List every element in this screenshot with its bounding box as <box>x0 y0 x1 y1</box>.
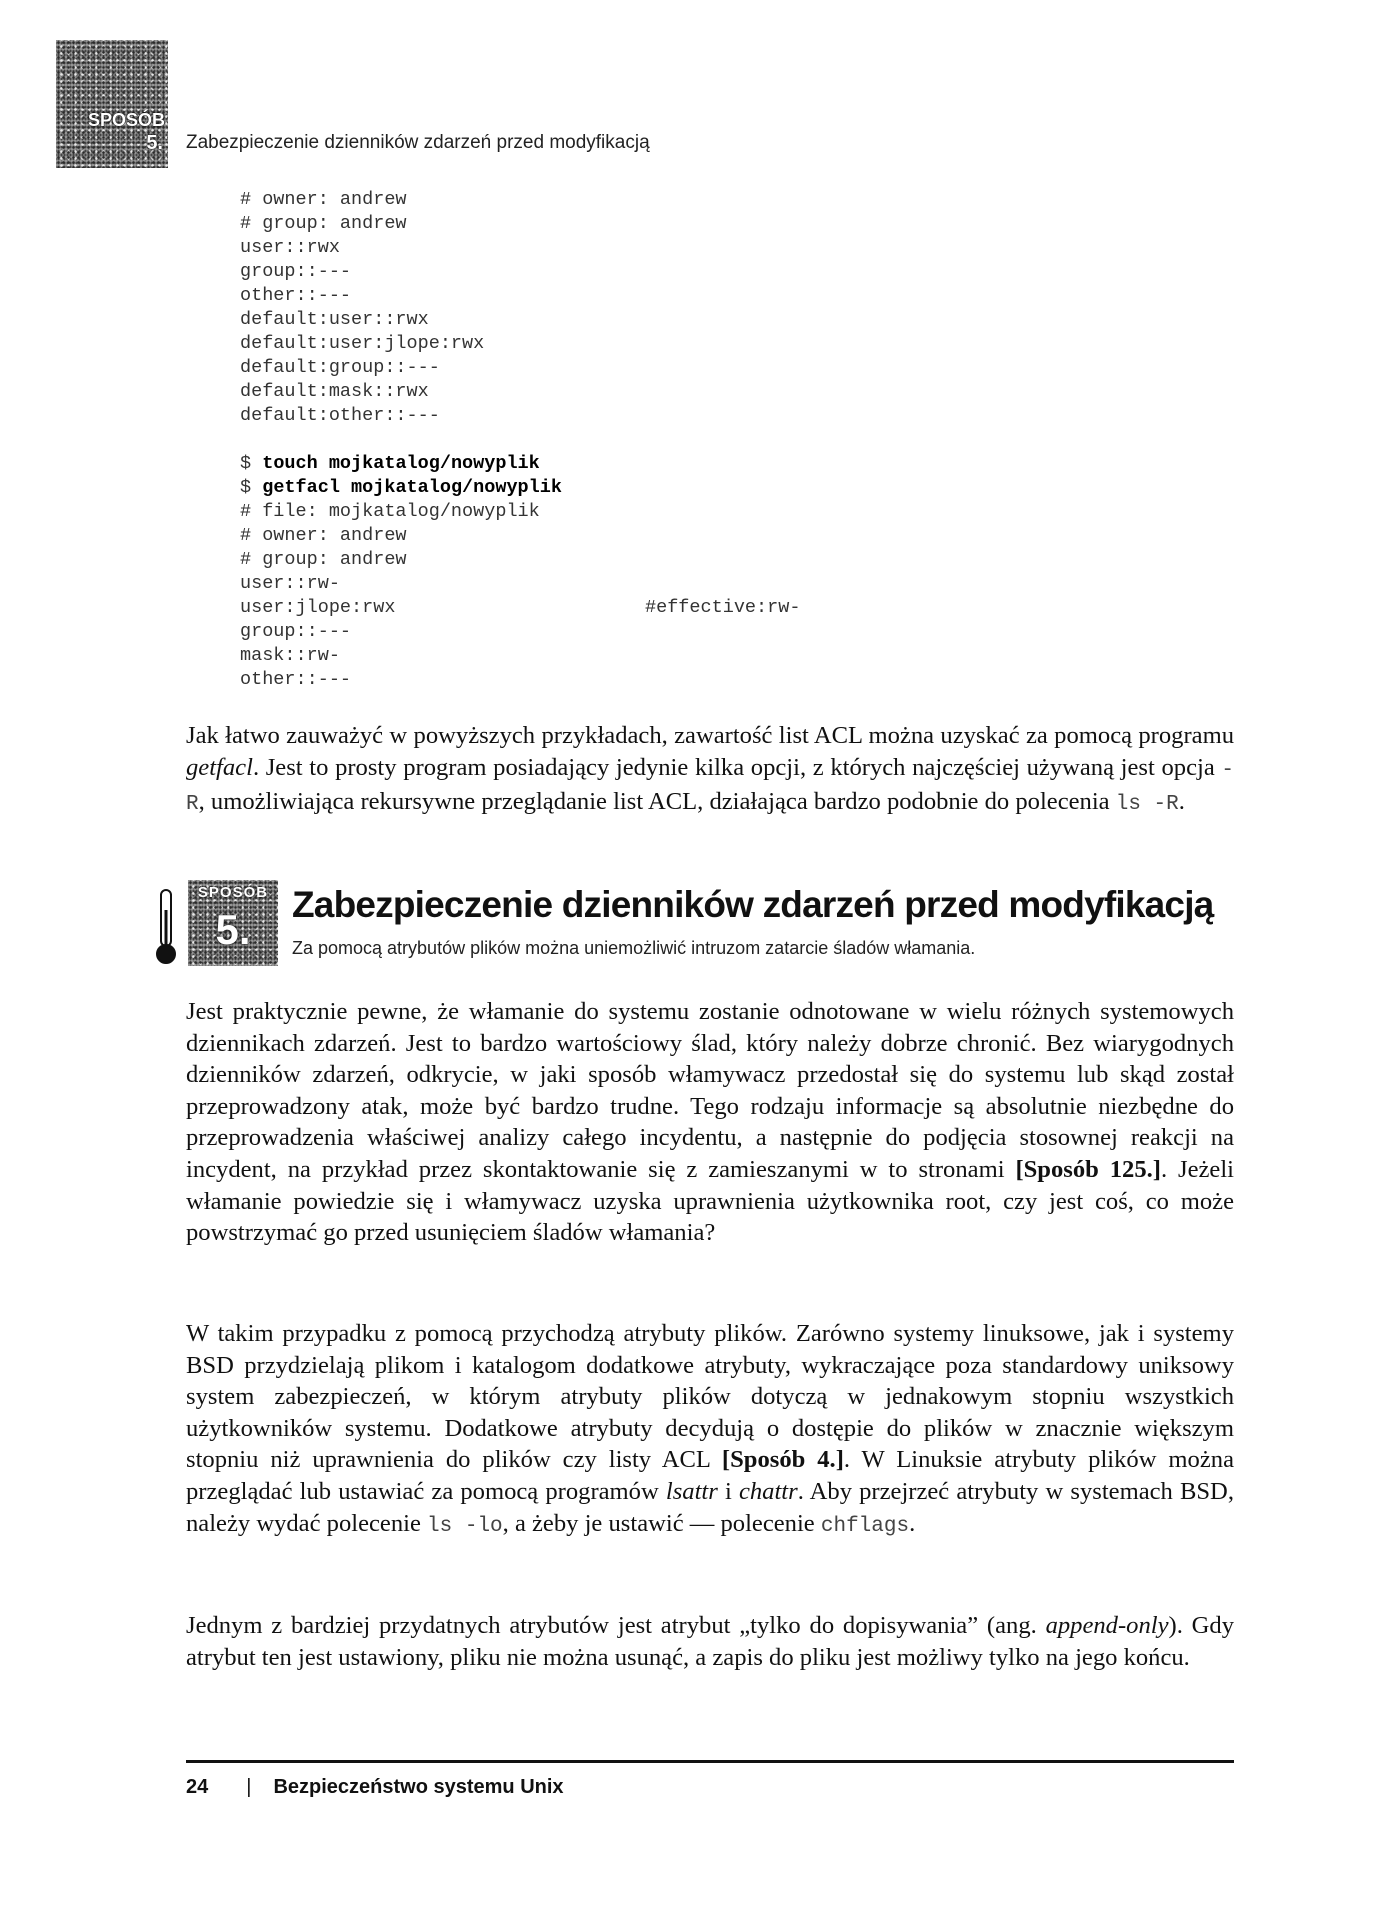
text-run: ). Gdy atrybut ten jest ustawiony, pliku nie można usunąć, a zapis do pliku jest możliwy tylko na jego końcu. <box>186 1612 1235 1671</box>
section-title: Zabezpieczenie dzienników zdarzeń przed modyfikacją <box>292 884 1214 925</box>
command-touch: touch mojkatalog/nowyplik <box>262 453 540 474</box>
page-number: 24 <box>186 1776 209 1798</box>
thermometer-icon <box>150 888 182 966</box>
command-code: ls -R <box>1115 793 1179 817</box>
header-badge-label: SPOSÓB <box>87 110 165 130</box>
footer-separator: | <box>246 1776 252 1798</box>
prompt: $ <box>240 477 263 498</box>
section-badge-number: 5. <box>215 906 251 953</box>
paragraph-attributes <box>186 1318 1234 1542</box>
code-line: group::--- <box>240 621 352 642</box>
text-run: W takim przypadku z pomocą przychodzą atrybuty plików. Zarówno systemy linuksowe, jak i systemy BSD przydzielają plikom i katalogom dodatkowe atrybuty, wykraczające poza standardowy uniksowy system zabezpieczeń, w którym atrybuty plików dotyczą w jednakowym stopniu wszystkich użytkowników systemu. Dodatkowe atrybuty decydują o dostępie do plików w znacznie większym stopniu niż uprawnienia do plików czy listy ACL <box>186 1320 1234 1474</box>
section-subtitle: Za pomocą atrybutów plików można uniemożliwić intruzom zatarcie śladów włamania. <box>292 938 976 958</box>
text-run: Jak łatwo zauważyć w powyższych przykładach, zawartość list ACL można uzyskać za pomocą programu <box>186 722 1234 749</box>
code-line-touch <box>240 452 1240 476</box>
code-line: default:mask::rwx <box>240 381 429 402</box>
text-run: Jest praktycznie pewne, że włamanie do systemu zostanie odnotowane w wielu różnych systemowych dziennikach zdarzeń. Jest to bardzo wartościowy ślad, który należy dobrze chronić. Bez wiarygodnych dzienników zdarzeń, odkrycie, w jaki sposób włamywacz przedostał się do systemu lub skąd został przeprowadzony atak, może być bardzo trudne. Tego rodzaju informacje są absolutnie niezbędne do przeprowadzenia właściwej analizy całego incydentu, a następnie do podjęcia stosownej reakcji na incydent, na przykład przez skontaktowanie się z zamieszanymi w to stronami <box>186 998 1234 1183</box>
command-code: ls -lo <box>427 1514 503 1538</box>
header-badge-number: 5. <box>146 132 163 154</box>
acl-entry: user:jlope:rwx <box>240 597 396 618</box>
program-name: chattr <box>738 1477 798 1505</box>
text-run: i <box>717 1477 739 1505</box>
code-listing <box>240 188 1240 692</box>
page-footer <box>186 1776 564 1799</box>
code-blank-line <box>240 428 1240 452</box>
text-run: . Jest to prosty program posiadający jedynie kilka opcji, z których najczęściej używaną jest opcja <box>252 753 1222 781</box>
section-badge-label: SPOSÓB <box>197 884 269 901</box>
code-line: # owner: andrew <box>240 189 407 210</box>
code-line: user::rw- <box>240 573 340 594</box>
effective-comment: #effective:rw- <box>645 597 801 618</box>
book-title: Bezpieczeństwo systemu Unix <box>273 1776 564 1798</box>
code-line: # file: mojkatalog/nowyplik <box>240 501 540 522</box>
option-code: -R <box>186 758 1234 817</box>
code-line: other::--- <box>240 285 352 306</box>
program-name: lsattr <box>665 1477 718 1505</box>
code-line: other::--- <box>240 669 352 690</box>
code-line: default:user::rwx <box>240 309 429 330</box>
code-line: group::--- <box>240 261 352 282</box>
code-line: mask::rw- <box>240 645 340 666</box>
code-line: default:user:jlope:rwx <box>240 333 485 354</box>
program-name: getfacl <box>186 753 253 781</box>
cross-reference: [Sposób 125.] <box>1015 1155 1161 1183</box>
text-run: . W Linuksie atrybuty plików można przeglądać lub ustawiać za pomocą programów <box>186 1446 1234 1505</box>
text-run: , a żeby je ustawić — polecenie <box>502 1509 821 1537</box>
text-run: . <box>1178 788 1185 816</box>
code-line: # group: andrew <box>240 213 407 234</box>
prompt: $ <box>240 453 263 474</box>
header-badge <box>56 40 168 168</box>
text-run: . Aby przejrzeć atrybuty w systemach BSD, należy wydać polecenie <box>186 1477 1234 1537</box>
code-line: # owner: andrew <box>240 525 407 546</box>
text-run: Jednym z bardziej przydatnych atrybutów jest atrybut „tylko do dopisywania” (ang. <box>186 1612 1046 1639</box>
section-badge <box>188 880 278 966</box>
term: append-only <box>1045 1612 1169 1639</box>
paragraph-append-only <box>186 1610 1234 1673</box>
command-getfacl: getfacl mojkatalog/nowyplik <box>262 477 562 498</box>
text-run: . Jeżeli włamanie powiedzie się i włamywacz uzyska uprawnienia użytkownika root, czy jest coś, co może powstrzymać go przed usunięciem śladów włamania? <box>186 1155 1234 1247</box>
code-line: user::rwx <box>240 237 340 258</box>
text-run: , umożliwiająca rekursywne przeglądanie list ACL, działająca bardzo podobnie do polecenia <box>198 788 1116 816</box>
code-line: default:group::--- <box>240 357 440 378</box>
paragraph-getfacl <box>186 720 1234 821</box>
command-code: chflags <box>820 1514 910 1538</box>
code-line: default:other::--- <box>240 405 440 426</box>
paragraph-logs <box>186 996 1234 1249</box>
running-title: Zabezpieczenie dzienników zdarzeń przed modyfikacją <box>186 132 650 153</box>
code-line-getfacl <box>240 476 1240 500</box>
text-run: . <box>909 1509 916 1537</box>
cross-reference: [Sposób 4.] <box>721 1446 844 1474</box>
footer-rule <box>186 1760 1234 1763</box>
code-line: # group: andrew <box>240 549 407 570</box>
code-line-jlope <box>240 596 1240 620</box>
